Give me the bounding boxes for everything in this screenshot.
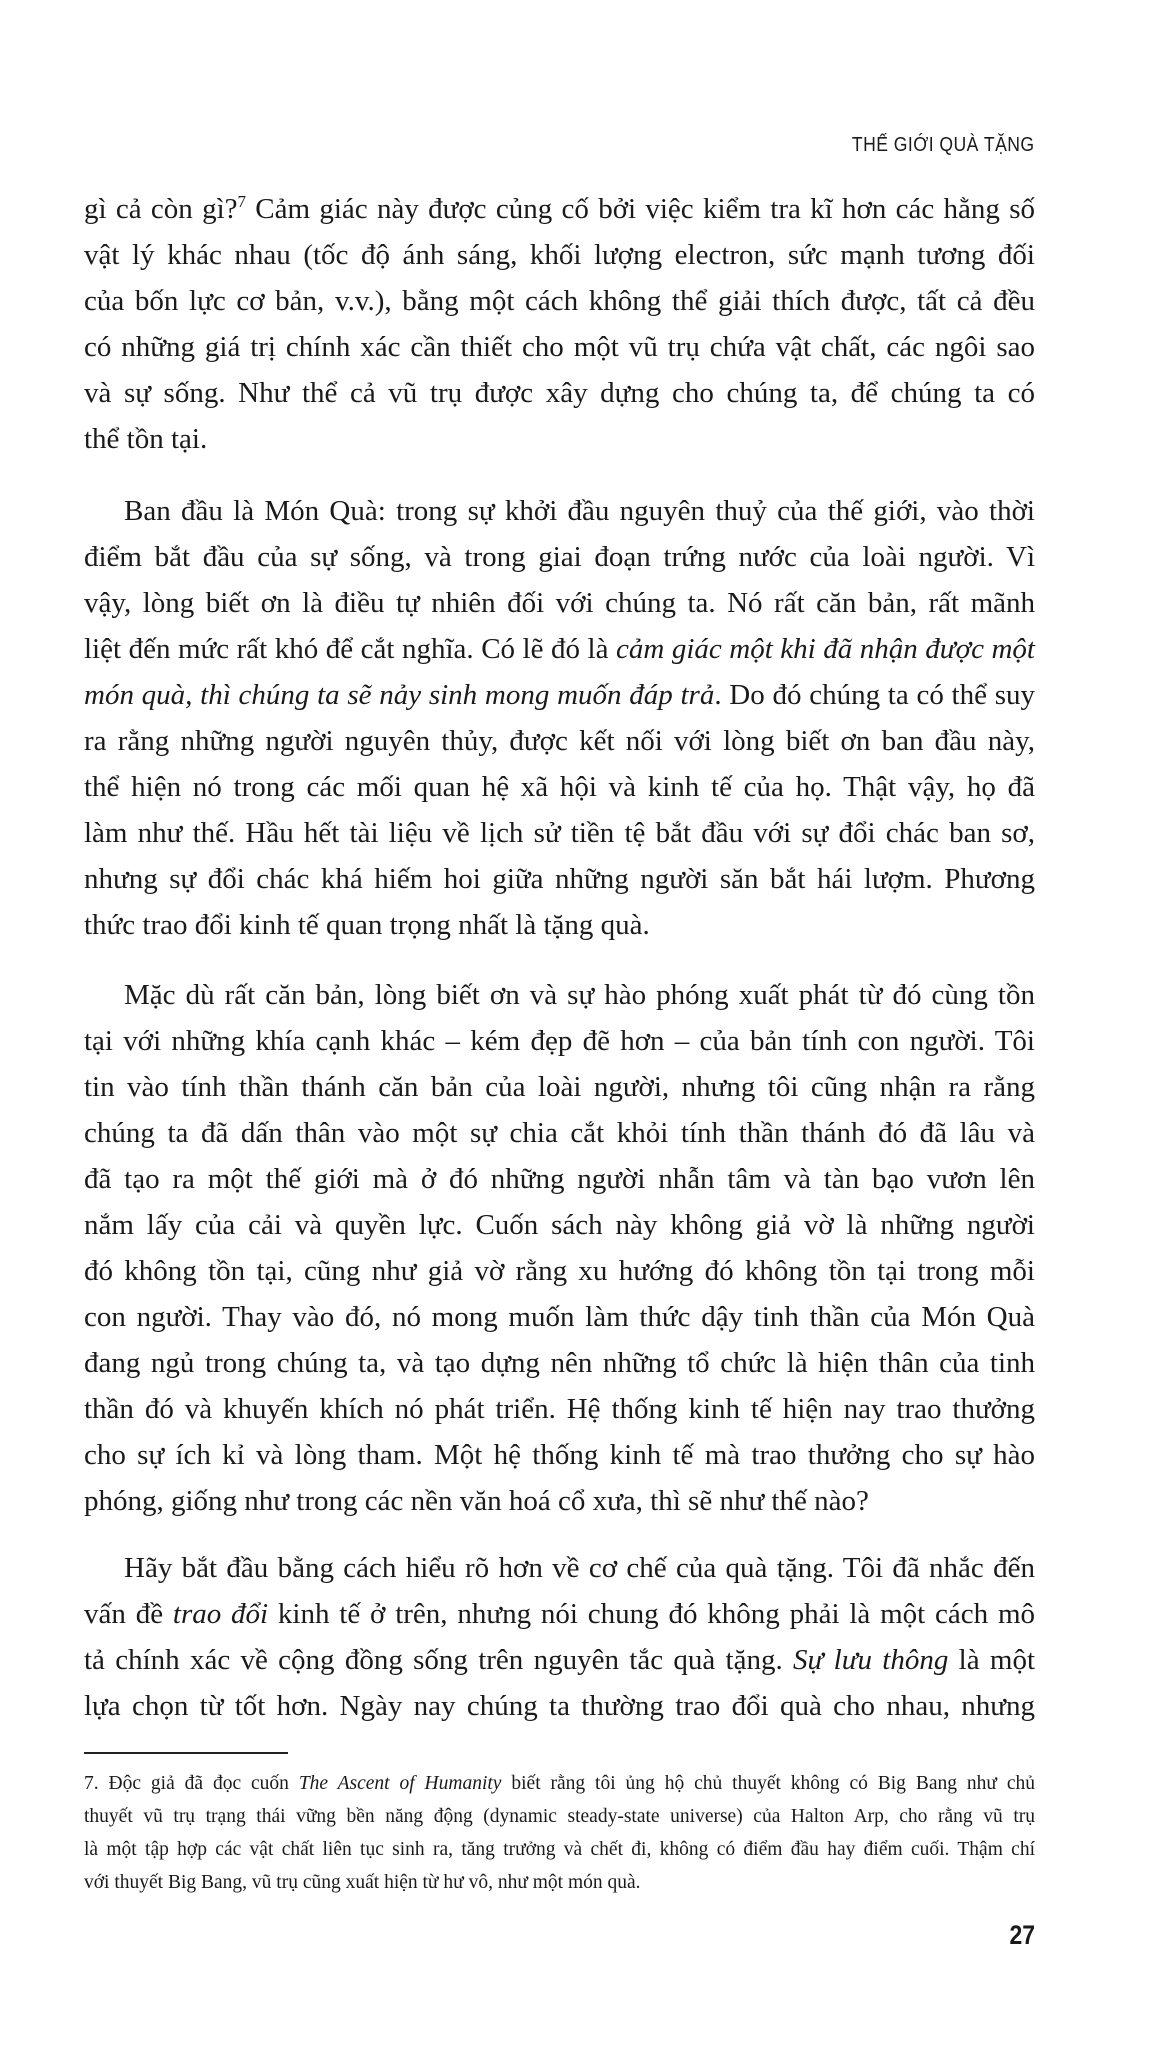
- text-segment: làm như thế. Hầu hết tài liệu về lịch sử tiền tệ bắt đầu với sự đổi chác ban sơ,: [84, 817, 1035, 849]
- text-segment: kinh tế ở trên, nhưng nói chung đó không phải là một cách mô: [268, 1598, 1035, 1630]
- text-line: [84, 810, 1035, 856]
- text-line: [84, 416, 1035, 462]
- running-header: THẾ GIỚI QUÀ TẶNG: [852, 134, 1035, 156]
- text-segment: thức trao đổi kinh tế quan trọng nhất là tặng quà.: [84, 909, 650, 941]
- text-segment: . Do đó chúng ta có thể suy: [714, 679, 1035, 711]
- text-line: [84, 1866, 1035, 1899]
- text-segment: cho sự ích kỉ và lòng tham. Một hệ thống kinh tế mà trao thưởng cho sự hào: [84, 1439, 1035, 1471]
- text-line: [84, 856, 1035, 902]
- text-line: [84, 370, 1035, 416]
- text-segment: thể tồn tại.: [84, 423, 208, 455]
- text-segment: và sự sống. Như thể cả vũ trụ được xây dựng cho chúng ta, để chúng ta có: [84, 377, 1035, 409]
- text-line: [84, 902, 1035, 948]
- text-segment: có những giá trị chính xác cần thiết cho một vũ trụ chứa vật chất, các ngôi sao: [84, 331, 1035, 363]
- text-line: [84, 1340, 1035, 1386]
- paragraph-2: [84, 488, 1035, 948]
- text-segment: vậy, lòng biết ơn là điều tự nhiên đối với chúng ta. Nó rất căn bản, rất mãnh: [84, 587, 1035, 619]
- italic-text: món quà, thì chúng ta sẽ nảy sinh mong muốn đáp trả: [84, 679, 715, 711]
- text-segment: 7. Độc giả đã đọc cuốn: [84, 1773, 299, 1794]
- text-segment: con người. Thay vào đó, nó mong muốn làm thức dậy tinh thần của Món Quà: [84, 1301, 1035, 1333]
- text-segment: tại với những khía cạnh khác – kém đẹp đẽ hơn – của bản tính con người. Tôi: [84, 1025, 1035, 1057]
- text-line: [84, 1833, 1035, 1866]
- text-segment: đang ngủ trong chúng ta, và tạo dựng nên những tổ chức là hiện thân của tinh: [84, 1347, 1035, 1379]
- text-segment: liệt đến mức rất khó để cắt nghĩa. Có lẽ đó là: [84, 633, 616, 665]
- text-line: [84, 1202, 1035, 1248]
- text-segment: phóng, giống như trong các nền văn hoá cổ xưa, thì sẽ như thế nào?: [84, 1485, 869, 1517]
- text-line: [84, 972, 1035, 1018]
- footnote-ref: 7: [237, 192, 246, 211]
- text-line: [84, 488, 1035, 534]
- text-segment: của bốn lực cơ bản, v.v.), bằng một cách không thể giải thích được, tất cả đều: [84, 285, 1035, 317]
- italic-text: trao đổi: [172, 1598, 269, 1630]
- text-line: [84, 718, 1035, 764]
- text-segment: thể hiện nó trong các mối quan hệ xã hội và kinh tế của họ. Thật vậy, họ đã: [84, 771, 1035, 803]
- text-segment: biết rằng tôi ủng hộ chủ thuyết không có Big Bang như chủ: [501, 1773, 1036, 1794]
- text-line: [84, 1432, 1035, 1478]
- text-line: [84, 1767, 1035, 1800]
- text-segment: gì cả còn gì?: [84, 193, 238, 225]
- text-segment: nhưng sự đổi chác khá hiếm hoi giữa những người săn bắt hái lượm. Phương: [84, 863, 1035, 895]
- text-line: [84, 626, 1035, 672]
- text-segment: đã tạo ra một thế giới mà ở đó những người nhẫn tâm và tàn bạo vươn lên: [84, 1163, 1035, 1195]
- text-segment: thần đó và khuyến khích nó phát triển. Hệ thống kinh tế hiện nay trao thưởng: [84, 1393, 1035, 1425]
- text-segment: vật lý khác nhau (tốc độ ánh sáng, khối lượng electron, sức mạnh tương đối: [84, 239, 1035, 271]
- text-line: [84, 1800, 1035, 1833]
- text-line: [84, 1386, 1035, 1432]
- text-line: [84, 1018, 1035, 1064]
- text-line: [84, 534, 1035, 580]
- text-segment: nắm lấy của cải và quyền lực. Cuốn sách này không giả vờ là những người: [84, 1209, 1035, 1241]
- text-segment: với thuyết Big Bang, vũ trụ cũng xuất hiện từ hư vô, như một món quà.: [84, 1872, 641, 1893]
- text-segment: tin vào tính thần thánh căn bản của loài người, nhưng tôi cũng nhận ra rằng: [84, 1071, 1035, 1103]
- paragraph-4: [84, 1545, 1035, 1729]
- text-segment: vấn đề: [84, 1598, 173, 1630]
- text-segment: chúng ta đã dấn thân vào một sự chia cắt khỏi tính thần thánh đó đã lâu và: [84, 1117, 1035, 1149]
- text-line: [84, 764, 1035, 810]
- italic-text: The Ascent of Humanity: [298, 1773, 502, 1794]
- italic-text: Sự lưu thông: [793, 1644, 949, 1676]
- paragraph-3: [84, 972, 1035, 1524]
- text-line: [84, 1248, 1035, 1294]
- text-line: [84, 1683, 1035, 1729]
- text-segment: Ban đầu là Món Quà: trong sự khởi đầu nguyên thuỷ của thế giới, vào thời: [124, 495, 1035, 527]
- footnote-divider: [84, 1752, 288, 1754]
- text-segment: lựa chọn từ tốt hơn. Ngày nay chúng ta thường trao đổi quà cho nhau, nhưng: [84, 1690, 1035, 1722]
- text-line: [84, 1294, 1035, 1340]
- text-line: [84, 580, 1035, 626]
- text-line: [84, 1545, 1035, 1591]
- text-line: [84, 232, 1035, 278]
- text-line: [84, 1637, 1035, 1683]
- text-segment: là một: [948, 1644, 1035, 1676]
- text-line: [84, 1110, 1035, 1156]
- italic-text: cảm giác một khi đã nhận được một: [615, 633, 1035, 665]
- text-segment: Hãy bắt đầu bằng cách hiểu rõ hơn về cơ chế của quà tặng. Tôi đã nhắc đến: [124, 1552, 1035, 1584]
- text-line: [84, 672, 1035, 718]
- text-line: [84, 1478, 1035, 1524]
- text-segment: Mặc dù rất căn bản, lòng biết ơn và sự hào phóng xuất phát từ đó cùng tồn: [124, 979, 1035, 1011]
- text-line: [84, 186, 1035, 232]
- text-line: [84, 1064, 1035, 1110]
- text-segment: tả chính xác về cộng đồng sống trên nguyên tắc quà tặng.: [84, 1644, 794, 1676]
- text-segment: ra rằng những người nguyên thủy, được kết nối với lòng biết ơn ban đầu này,: [84, 725, 1035, 757]
- paragraph-1: [84, 186, 1035, 462]
- text-segment: điểm bắt đầu của sự sống, và trong giai đoạn trứng nước của loài người. Vì: [84, 541, 1035, 573]
- page-number: 27: [1009, 1920, 1035, 1950]
- text-line: [84, 324, 1035, 370]
- text-line: [84, 1591, 1035, 1637]
- text-segment: là một tập hợp các vật chất liên tục sinh ra, tăng trưởng và chết đi, không có điểm đầu hay điểm cuối. Thậm chí: [84, 1839, 1035, 1860]
- text-segment: thuyết vũ trụ trạng thái vững bền năng động (dynamic steady-state universe) của Halton Arp, cho rằng vũ trụ: [84, 1806, 1035, 1827]
- text-segment: Cảm giác này được củng cố bởi việc kiểm tra kĩ hơn các hằng số: [246, 193, 1035, 225]
- text-segment: đó không tồn tại, cũng như giả vờ rằng xu hướng đó không tồn tại trong mỗi: [84, 1255, 1035, 1287]
- text-line: [84, 278, 1035, 324]
- footnote: [84, 1767, 1035, 1899]
- text-line: [84, 1156, 1035, 1202]
